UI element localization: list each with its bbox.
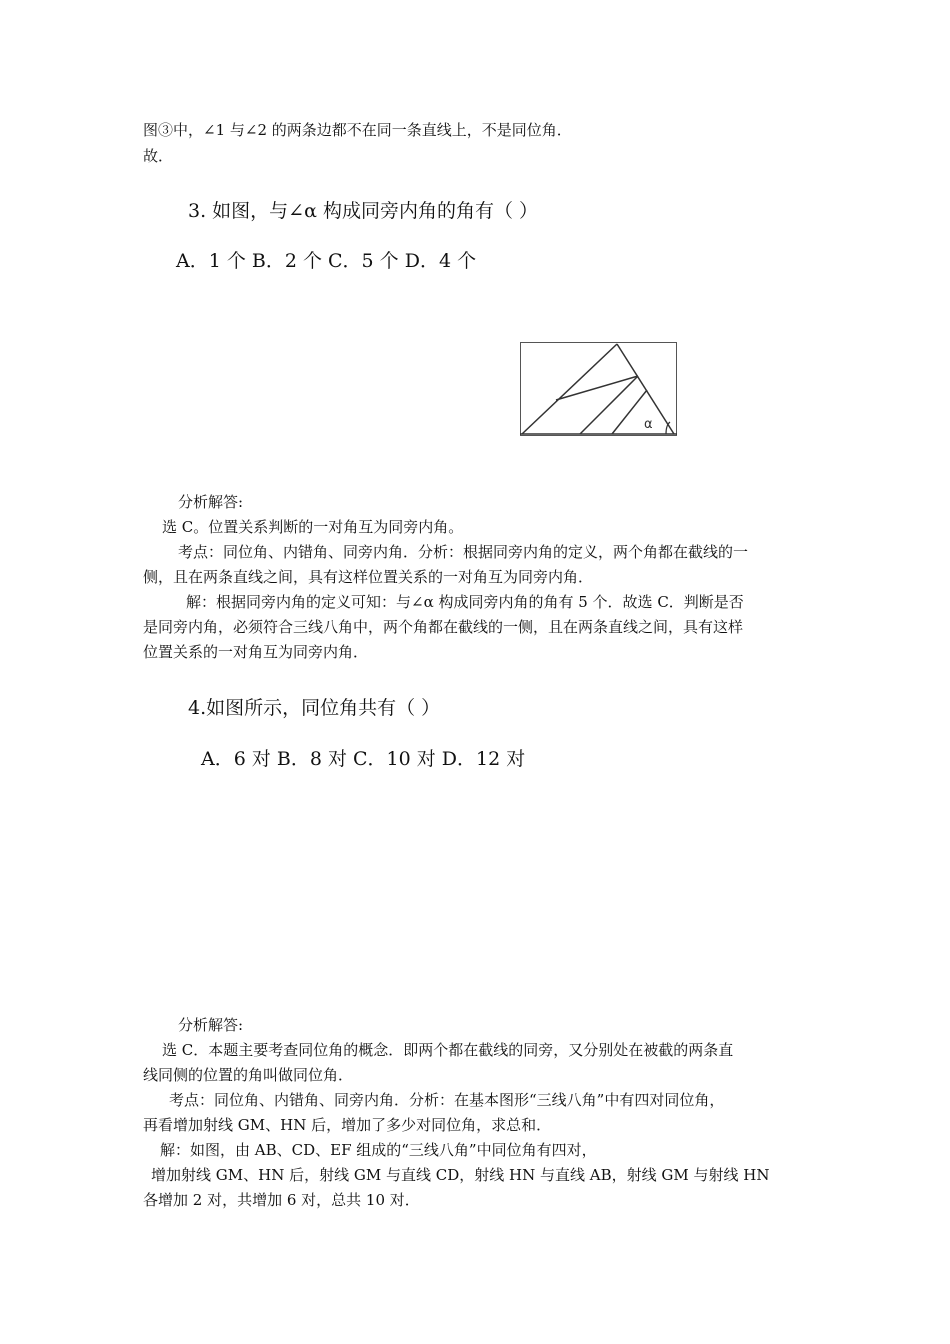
- q4-answer-2: 线同侧的位置的角叫做同位角．: [143, 1066, 354, 1084]
- q4-jie-3: 各增加 2 对，共增加 6 对，总共 10 对．: [143, 1191, 420, 1209]
- q3-jie-3: 位置关系的一对角互为同旁内角．: [143, 643, 369, 661]
- question-4-options: A．6 对 B．8 对 C．10 对 D．12 对: [201, 748, 526, 770]
- angle-alpha-label: α: [644, 417, 653, 432]
- figure-left-side: [522, 344, 617, 434]
- q3-jie-2: 是同旁内角，必须符合三线八角中，两个角都在截线的一侧，且在两条直线之间，具有这样: [143, 618, 744, 636]
- q4-kaodian-2: 再看增加射线 GM、HN 后，增加了多少对同位角，求总和．: [143, 1116, 552, 1134]
- triangle-figure: [520, 342, 677, 436]
- intro-line-2: 故．: [143, 147, 174, 165]
- question-4: 4.如图所示，同位角共有（ ）: [188, 697, 441, 719]
- question-3-options: A．1 个 B．2 个 C．5 个 D．4 个: [176, 250, 477, 272]
- q4-answer-1: 选 C．本题主要考查同位角的概念．即两个都在截线的同旁，又分别处在被截的两条直: [162, 1041, 734, 1059]
- q4-jie-1: 解：如图，由 AB、CD、EF 组成的“三线八角”中同位角有四对，: [160, 1141, 597, 1159]
- intro-line-1: 图③中，∠1 与∠2 的两条边都不在同一条直线上，不是同位角．: [143, 121, 572, 139]
- q3-kaodian-1: 考点：同位角、内错角、同旁内角．分析：根据同旁内角的定义，两个角都在截线的一: [178, 543, 749, 561]
- q4-kaodian-1: 考点：同位角、内错角、同旁内角．分析：在基本图形“三线八角”中有四对同位角，: [169, 1091, 725, 1109]
- question-3: 3. 如图，与∠α 构成同旁内角的角有（ ）: [188, 200, 538, 222]
- q4-jie-2: 增加射线 GM、HN 后，射线 GM 与直线 CD，射线 HN 与直线 AB，射线 GM 与射线 HN: [151, 1166, 770, 1184]
- q3-kaodian-2: 侧，且在两条直线之间，具有这样位置关系的一对角互为同旁内角．: [143, 568, 594, 586]
- q3-answer: 选 C。位置关系判断的一对角互为同旁内角。: [162, 518, 464, 536]
- q3-jie-1: 解：根据同旁内角的定义可知：与∠α 构成同旁内角的角有 5 个．故选 C．判断是否: [186, 593, 744, 611]
- q4-analysis-heading: 分析解答:: [178, 1016, 244, 1034]
- q3-analysis-heading: 分析解答:: [178, 493, 244, 511]
